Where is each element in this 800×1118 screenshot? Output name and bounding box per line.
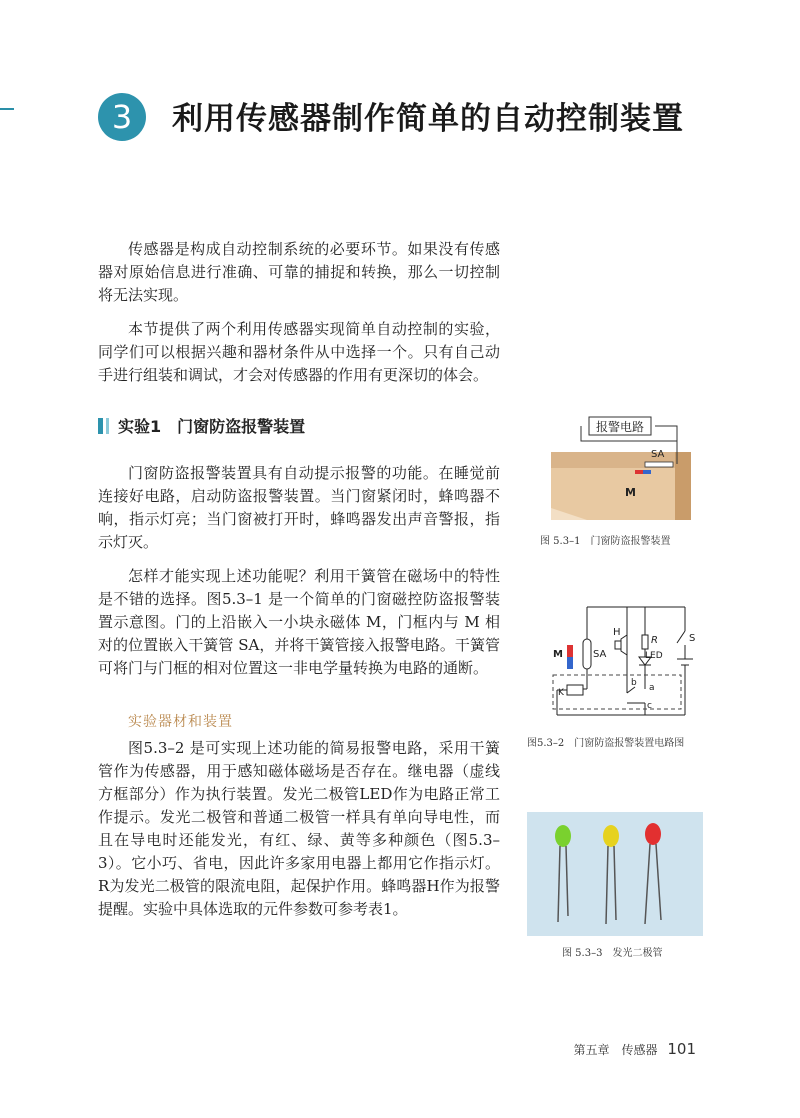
green-led-icon — [555, 825, 571, 922]
switch-label: S — [689, 633, 696, 644]
red-led-icon — [645, 823, 661, 924]
figure-5-3-2 — [527, 595, 697, 723]
contact-c-label: c — [647, 701, 652, 711]
experiment-number: 实验1 — [118, 417, 162, 436]
led-label: LED — [645, 651, 663, 661]
intro-paragraph-2: 本节提供了两个利用传感器实现简单自动控制的实验，同学们可以根据兴趣和器材条件从中选择一个。只有自己动手进行组装和调试，才会对传感器的作用有更深切的体会。 — [98, 320, 500, 384]
buzzer-label: H — [613, 627, 621, 638]
relay-label: K — [558, 688, 564, 698]
body-paragraph-2: 怎样才能实现上述功能呢？利用干簧管在磁场中的特性是不错的选择。图5.3–1 是一个简单的门窗磁控防盗报警装置示意图。门的上沿嵌入一小块永磁体 M，门框内与 M 相对的位置嵌入干簧管 SA，并将干簧管接入报警电路。干簧管可将门与门框的相对位置这一非电学量转换为电路的通断。 — [98, 567, 500, 677]
page-title: 利用传感器制作简单的自动控制装置 — [172, 101, 684, 137]
contact-a-label: a — [649, 683, 655, 693]
body-paragraph-1: 门窗防盗报警装置具有自动提示报警的功能。在睡觉前连接好电路，启动防盗报警装置。当门窗紧闭时，蜂鸣器不响，指示灯亮；当门窗被打开时，蜂鸣器发出声音警报，指示灯灭。 — [98, 464, 500, 551]
alarm-circuit-label: 报警电路 — [595, 420, 645, 434]
section-number-badge: 3 — [98, 93, 146, 141]
intro-paragraph-1: 传感器是构成自动控制系统的必要环节。如果没有传感器对原始信息进行准确、可靠的捕捉和转换，那么一切控制将无法实现。 — [98, 240, 500, 304]
experiment-heading — [98, 414, 305, 437]
magnet-label: M — [625, 486, 636, 499]
resistor-label: R — [651, 635, 658, 646]
circuit-magnet-label: M — [553, 649, 563, 660]
alarm-circuit-diagram — [527, 595, 697, 723]
figure-5-3-3 — [527, 812, 703, 936]
door-alarm-illustration — [527, 410, 697, 520]
figure-5-3-3-caption: 图 5.3–3 发光二极管 — [562, 948, 663, 959]
experiment-title: 门窗防盗报警装置 — [177, 417, 306, 436]
led-photo — [527, 812, 703, 936]
circuit-reed-label: SA — [593, 649, 607, 660]
chapter-label: 第五章 传感器 — [573, 1043, 658, 1057]
page-number: 101 — [667, 1040, 696, 1058]
figure-5-3-1-caption: 图 5.3–1 门窗防盗报警装置 — [540, 536, 671, 547]
figure-5-3-1 — [527, 410, 697, 520]
page-edge-mark — [0, 108, 14, 110]
figure-5-3-2-caption: 图5.3–2 门窗防盗报警装置电路图 — [527, 738, 685, 749]
heading-bar-light-icon — [106, 418, 109, 434]
materials-subheading: 实验器材和装置 — [128, 714, 233, 730]
contact-b-label: b — [631, 678, 637, 688]
reed-switch-label: SA — [651, 449, 665, 460]
yellow-led-icon — [603, 825, 619, 924]
heading-bar-icon — [98, 418, 103, 434]
body-paragraph-3: 图5.3–2 是可实现上述功能的简易报警电路，采用干簧管作为传感器，用于感知磁体磁场是否存在。继电器（虚线方框部分）作为执行装置。发光二极管LED作为电路正常工作提示。发光二极管和普通二极管一样具有单向导电性，而且在导电时还能发光，有红、绿、黄等多种颜色（图5.3–3）。它小巧、省电，因此许多家用电器上都用它作指示灯。R为发光二极管的限流电阻，起保护作用。蜂鸣器H作为报警提醒。实验中具体选取的元件参数可参考表1。 — [98, 739, 500, 918]
page-footer — [574, 1040, 696, 1058]
